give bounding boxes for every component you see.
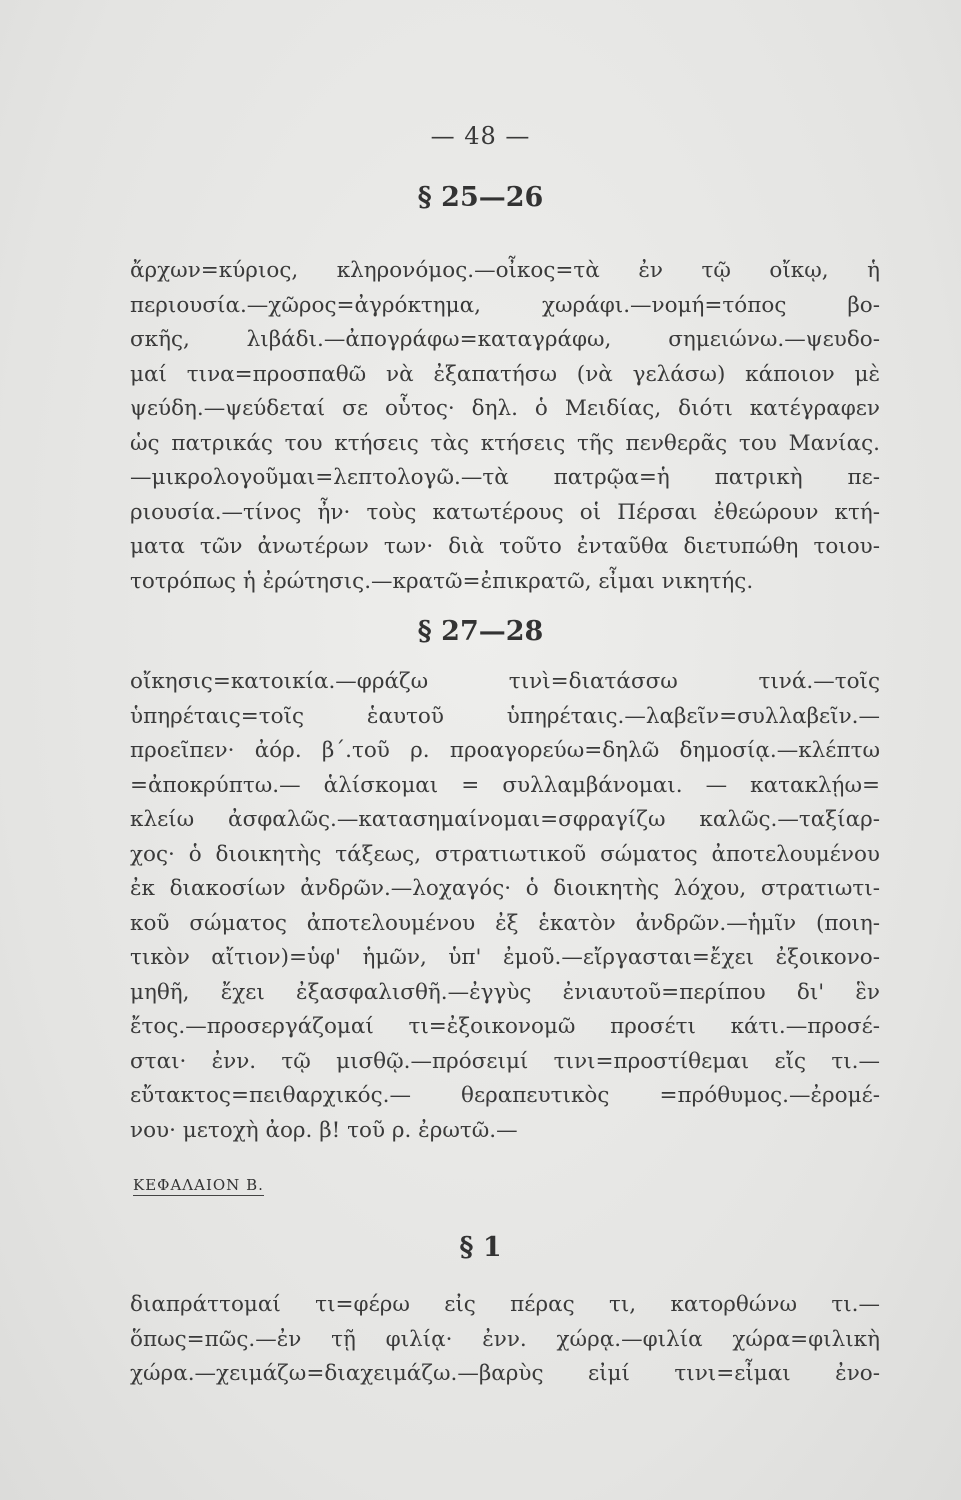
paragraph-1: [130, 1288, 880, 1392]
text-line: μαί τινα=προσπαθῶ νὰ ἐξαπατήσω (νὰ γελάσω) κάποιον μὲ: [130, 361, 880, 387]
text-line: ἄρχων=κύριος, κληρονόμος.—οἶκος=τὰ ἐν τῷ οἴκῳ, ἡ: [130, 258, 880, 283]
text-line: =ἀποκρύπτω.— ἁλίσκομαι = συλλαμβάνομαι. — κατακλῄω=: [130, 772, 880, 798]
text-line: χώρα.—χειμάζω=διαχειμάζω.—βαρὺς εἰμί τινι=εἶμαι ἐνο-: [130, 1361, 880, 1386]
text-line: κλείω ἀσφαλῶς.—κατασημαίνομαι=σφραγίζω καλῶς.—ταξίαρ-: [130, 807, 880, 832]
page-number: — 48 —: [430, 122, 531, 150]
text-line: ματα τῶν ἀνωτέρων των· διὰ τοῦτο ἐνταῦθα διετυπώθη τοιου-: [130, 534, 880, 559]
section-heading-25-26: § 25—26: [417, 182, 544, 213]
paragraph-25-26: [130, 254, 880, 599]
text-line: ἐκ διακοσίων ἀνδρῶν.—λοχαγός· ὁ διοικητὴς λόχου, στρατιωτι-: [130, 876, 880, 901]
text-line: ὡς πατρικάς του κτήσεις τὰς κτήσεις τῆς πενθερᾶς του Μανίας.: [130, 430, 880, 456]
text-line: σται· ἐνν. τῷ μισθῷ.—πρόσειμί τινι=προστίθεμαι εἴς τι.—: [130, 1048, 880, 1074]
text-line: —μικρολογοῦμαι=λεπτολογῶ.—τὰ πατρῷα=ἡ πατρικὴ πε-: [130, 465, 880, 490]
text-line: προεῖπεν· ἀόρ. β΄.τοῦ ρ. προαγορεύω=δηλῶ δημοσίᾳ.—κλέπτω: [130, 738, 880, 763]
text-line: κοῦ σώματος ἀποτελουμένου ἐξ ἑκατὸν ἀνδρῶν.—ἡμῖν (ποιη-: [130, 910, 880, 936]
section-heading-27-28: § 27—28: [417, 616, 544, 647]
paragraph-27-28: [130, 665, 880, 1148]
text-line: ἔτος.—προσεργάζομαί τι=ἐξοικονομῶ προσέτι κάτι.—προσέ-: [130, 1014, 880, 1039]
text-line: τικὸν αἴτιον)=ὑφ' ἡμῶν, ὑπ' ἐμοῦ.—εἴργασται=ἔχει ἐξοικονο-: [130, 945, 880, 970]
text-line: ριουσία.—τίνος ἦν· τοὺς κατωτέρους οἱ Πέρσαι ἐθεώρουν κτή-: [130, 499, 880, 525]
text-line: χος· ὁ διοικητὴς τάξεως, στρατιωτικοῦ σώματος ἀποτελουμένου: [130, 841, 880, 867]
section-heading-1: § 1: [459, 1232, 502, 1263]
text-line: νου· μετοχὴ ἀορ. β! τοῦ ρ. ἐρωτῶ.—: [130, 1117, 518, 1143]
text-line: οἴκησις=κατοικία.—φράζω τινὶ=διατάσσω τινά.—τοῖς: [130, 669, 880, 694]
text-line: περιουσία.—χῶρος=ἀγρόκτημα, χωράφι.—νομή=τόπος βο-: [130, 292, 880, 318]
text-line: ψεύδη.—ψεύδεταί σε οὗτος· δηλ. ὁ Μειδίας, διότι κατέγραφεν: [130, 396, 880, 421]
text-line: εὔτακτος=πειθαρχικός.— θεραπευτικὸς =πρόθυμος.—ἐρομέ-: [130, 1083, 880, 1108]
text-line: ὑπηρέταις=τοῖς ἑαυτοῦ ὑπηρέταις.—λαβεῖν=συλλαβεῖν.—: [130, 703, 880, 729]
chapter-heading: ΚΕΦΑΛΑΙΟΝ Β.: [133, 1176, 264, 1194]
text-line: τοτρόπως ἡ ἐρώτησις.—κρατῶ=ἐπικρατῶ, εἶμαι νικητής.: [130, 568, 754, 594]
text-line: διαπράττομαί τι=φέρω εἰς πέρας τι, κατορθώνω τι.—: [130, 1292, 880, 1317]
text-line: ὅπως=πῶς.—ἐν τῇ φιλίᾳ· ἐνν. χώρᾳ.—φιλία χώρα=φιλικὴ: [130, 1326, 880, 1352]
text-line: μηθῆ, ἔχει ἐξασφαλισθῆ.—ἐγγὺς ἐνιαυτοῦ=περίπου δι' ἓν: [130, 979, 880, 1005]
text-line: σκῆς, λιβάδι.—ἀπογράφω=καταγράφω, σημειώνω.—ψευδο-: [130, 327, 880, 352]
